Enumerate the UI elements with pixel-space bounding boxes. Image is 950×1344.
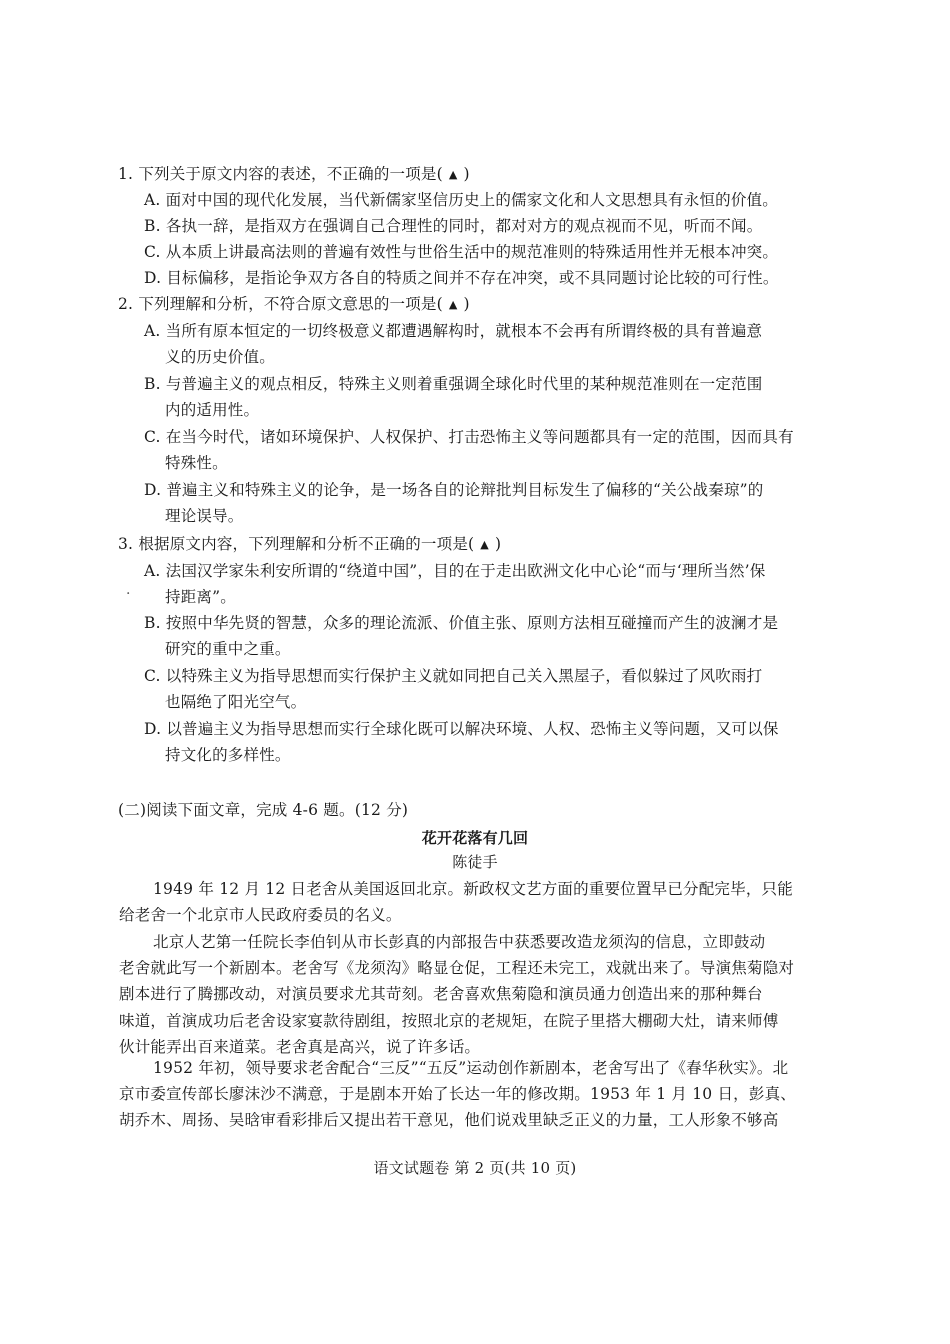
close-paren: ) [463,165,470,183]
scan-speck: · [126,586,131,602]
question-2-option-a: A. 当所有原本恒定的一切终极意义都遭遇解构时，就根本不会再有所谓终极的具有普遍意 [144,322,763,340]
paragraph-line: 伙计能弄出百来道菜。老舍真是高兴，说了许多话。 [119,1038,481,1056]
question-3-option-b-cont: 研究的重中之重。 [165,640,291,658]
question-2-stem [118,294,470,315]
paragraph-line: 味道，首演成功后老舍设家宴款待剧组，按照北京的老规矩，在院子里搭大棚砌大灶，请来师傅 [119,1012,779,1030]
question-1-option-c: C. 从本质上讲最高法则的普遍有效性与世俗生活中的规范准则的特殊适用性并无根本冲突。 [144,243,779,261]
question-2-option-a-cont: 义的历史价值。 [165,348,275,366]
question-1-option-a: A. 面对中国的现代化发展，当代新儒家坚信历史上的儒家文化和人文思想具有永恒的价值。 [144,191,778,209]
question-2-option-b-cont: 内的适用性。 [165,401,260,419]
paragraph-line: 1952 年初，领导要求老舍配合“三反”“五反”运动创作新剧本，老舍写出了《春华秋实》。北 [153,1059,789,1077]
question-2-option-d-cont: 理论误导。 [165,507,244,525]
question-1-option-d: D. 目标偏移，是指论争双方各自的特质之间并不存在冲突，或不具同题讨论比较的可行性。 [144,269,779,287]
close-paren: ) [494,535,502,553]
paragraph-line: 剧本进行了腾挪改动，对演员要求尤其苛刻。老舍喜欢焦菊隐和演员通力创造出来的那种舞台 [119,985,763,1003]
answer-mark: ▲ [480,538,489,551]
article-title: 花开花落有几回 [421,829,529,847]
question-stem-text: 2. 下列理解和分析，不符合原文意思的一项是( [118,295,443,313]
answer-mark: ▲ [448,168,458,181]
paragraph-line: 老舍就此写一个新剧本。老舍写《龙须沟》略显仓促，工程还未完工，戏就出来了。导演焦菊隐对 [119,959,795,977]
question-2-option-c-cont: 特殊性。 [165,454,228,472]
question-1-option-b: B. 各执一辞，是指双方在强调自己合理性的同时，都对对方的观点视而不见，听而不闻。 [144,217,763,235]
question-3-option-c-cont: 也隔绝了阳光空气。 [165,693,307,711]
article-author: 陈徒手 [452,853,498,871]
question-3-option-d: D. 以普遍主义为指导思想而实行全球化既可以解决环境、人权、恐怖主义等问题，又可以保 [144,720,779,738]
question-1-stem [118,164,470,185]
question-3-option-d-cont: 持文化的多样性。 [165,746,291,764]
answer-mark: ▲ [448,298,458,311]
paragraph-line: 北京人艺第一任院长李伯钊从市长彭真的内部报告中获悉要改造龙须沟的信息，立即鼓动 [153,933,766,951]
question-3-option-a: A. 法国汉学家朱利安所谓的“绕道中国”，目的在于走出欧洲文化中心论“而与‘理所当然’保 [144,562,766,580]
question-3-option-c: C. 以特殊主义为指导思想而实行保护主义就如同把自己关入黑屋子，看似躲过了风吹雨打 [144,667,763,685]
question-2-option-b: B. 与普遍主义的观点相反，特殊主义则着重强调全球化时代里的某种规范准则在一定范围 [144,375,763,393]
paragraph-line: 给老舍一个北京市人民政府委员的名义。 [119,906,402,924]
paragraph-line: 京市委宣传部长廖沫沙不满意，于是剧本开始了长达一年的修改期。1953 年 1 月 10 日，彭真、 [119,1085,796,1103]
question-3-stem [118,534,501,555]
question-stem-text: 1. 下列关于原文内容的表述，不正确的一项是( [118,165,443,183]
page-footer: 语文试题卷 第 2 页(共 10 页) [373,1159,577,1177]
section-heading: (二)阅读下面文章，完成 4-6 题。(12 分) [118,801,409,819]
question-2-option-d: D. 普遍主义和特殊主义的论争，是一场各自的论辩批判目标发生了偏移的“关公战秦琼”的 [144,481,764,499]
paragraph-line: 胡乔木、周扬、吴晗审看彩排后又提出若干意见，他们说戏里缺乏正义的力量，工人形象不够高 [119,1111,779,1129]
question-stem-text: 3. 根据原文内容，下列理解和分析不正确的一项是( [118,535,475,553]
close-paren: ) [463,295,470,313]
question-2-option-c: C. 在当今时代，诸如环境保护、人权保护、打击恐怖主义等问题都具有一定的范围，因而具有 [144,428,794,446]
paragraph-line: 1949 年 12 月 12 日老舍从美国返回北京。新政权文艺方面的重要位置早已分配完毕，只能 [153,880,793,898]
question-3-option-a-cont: 持距离”。 [165,588,236,606]
question-3-option-b: B. 按照中华先贤的智慧，众多的理论流派、价值主张、原则方法相互碰撞而产生的波澜才是 [144,614,779,632]
